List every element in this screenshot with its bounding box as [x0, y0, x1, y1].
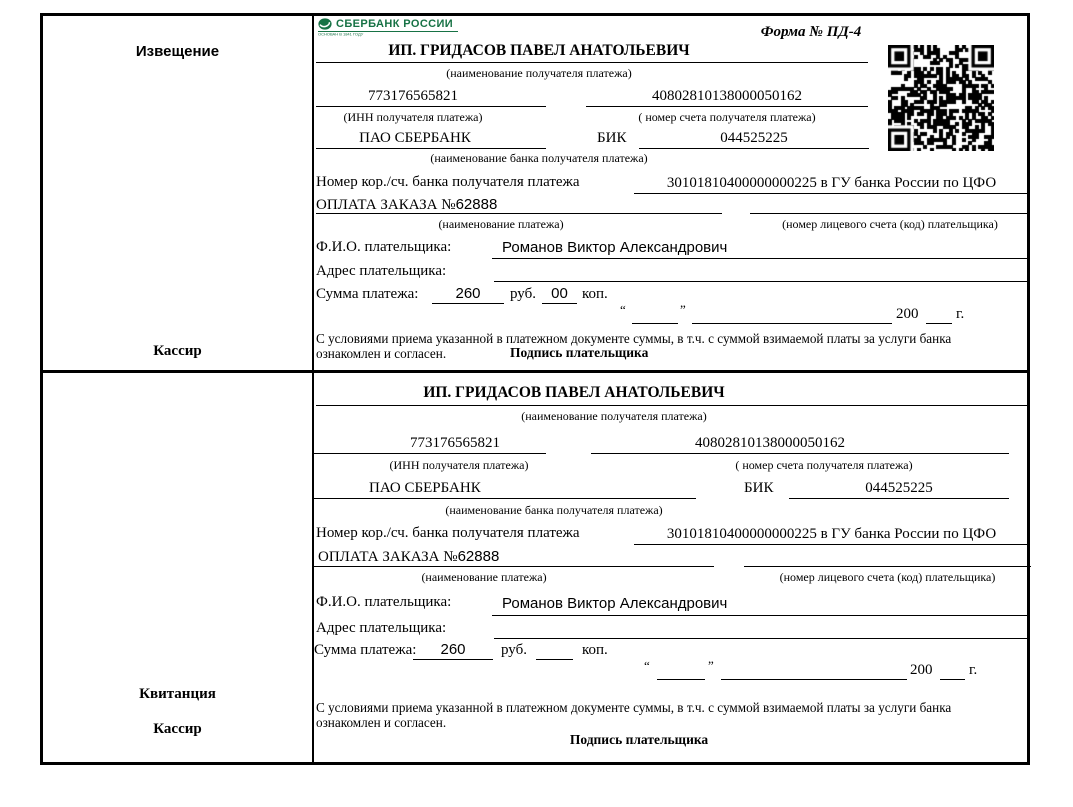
notice-form: [314, 16, 1027, 370]
payer-name-value: Романов Виктор Александрович: [492, 236, 1030, 259]
personal-account-hint: (номер лицевого счета (код) плательщика): [779, 570, 996, 584]
qr-code: [888, 45, 994, 151]
bik-label: БИК: [744, 480, 774, 496]
payee-underline: [316, 405, 1029, 406]
payment-purpose: [314, 547, 714, 567]
order-number: 62888: [455, 196, 498, 213]
date-open-quote: “: [620, 302, 626, 317]
payment-purpose-prefix: ОПЛАТА ЗАКАЗА №: [316, 197, 456, 213]
payment-purpose: [316, 195, 722, 214]
date-close-quote: ”: [680, 302, 686, 317]
rub-label: руб.: [501, 642, 527, 658]
receipt-title: Квитанция: [139, 686, 216, 702]
account-value: 40802810138000050162: [586, 86, 868, 107]
bank-logo-text: СБЕРБАНК РОССИИ: [336, 18, 454, 30]
signature-label: Подпись плательщика: [569, 732, 709, 747]
amount-rub-value: 260: [432, 284, 504, 304]
signature-label: Подпись плательщика: [510, 345, 649, 360]
amount-kop-value: [536, 640, 573, 660]
inn-value: 773176565821: [316, 86, 546, 107]
notice-stub: [43, 16, 314, 370]
form-number-title: Форма № ПД-4: [760, 24, 862, 40]
inn-hint: (ИНН получателя платежа): [389, 458, 529, 472]
receipt-section: [43, 373, 1027, 762]
payer-address-label: Адрес плательщика:: [316, 620, 447, 636]
bank-name-value: ПАО СБЕРБАНК: [314, 477, 696, 499]
bank-name-value: ПАО СБЕРБАНК: [316, 128, 546, 149]
form-table: [40, 13, 1030, 765]
bik-label: БИК: [597, 130, 627, 146]
payee-hint: (наименование получателя платежа): [521, 409, 707, 423]
rub-label: руб.: [510, 286, 536, 302]
account-value: 40802810138000050162: [591, 432, 1009, 454]
payment-hint: (наименование платежа): [438, 217, 564, 231]
personal-account-hint: (номер лицевого счета (код) плательщика): [782, 217, 998, 231]
agreement-line1: С условиями приема указанной в платежном документе суммы, в т.ч. с суммой взимаемой платы за услуги банка: [316, 700, 952, 715]
receipt-form: [314, 373, 1027, 762]
date-year-prefix: 200: [896, 306, 919, 322]
payee-hint: (наименование получателя платежа): [446, 66, 632, 80]
corr-value: 30101810400000000225 в ГУ банка России по ЦФО: [634, 524, 1029, 545]
payment-purpose-prefix: ОПЛАТА ЗАКАЗА №: [318, 549, 458, 565]
sberbank-coin-icon: [318, 18, 332, 30]
amount-label: Сумма платежа:: [314, 642, 417, 658]
payment-hint: (наименование платежа): [421, 570, 547, 584]
agreement-line2: ознакомлен и согласен.: [316, 715, 447, 730]
date-open-quote: “: [644, 658, 650, 673]
payee-underline: [316, 62, 868, 63]
corr-label: Номер кор./сч. банка получателя платежа: [316, 525, 580, 541]
date-year-line: [940, 660, 965, 680]
payer-name-label: Ф.И.О. плательщика:: [316, 594, 452, 610]
date-close-quote: ”: [708, 658, 714, 673]
date-year-suffix: г.: [969, 662, 978, 678]
personal-account-line: [744, 547, 1031, 567]
date-day-line: [657, 660, 705, 680]
kop-label: коп.: [582, 286, 608, 302]
payer-name-value: Романов Виктор Александрович: [492, 591, 1030, 616]
payee-name: ИП. ГРИДАСОВ ПАВЕЛ АНАТОЛЬЕВИЧ: [423, 384, 725, 401]
sberbank-logo: [318, 18, 458, 41]
date-year-suffix: г.: [956, 306, 965, 322]
corr-value: 30101810400000000225 в ГУ банка России по ЦФО: [634, 173, 1029, 194]
notice-section: [43, 16, 1027, 373]
receipt-stub: [43, 373, 314, 762]
account-hint: ( номер счета получателя платежа): [638, 110, 816, 124]
bank-logo-tagline: ОСНОВАН В 1841 ГОДУ: [318, 32, 364, 37]
date-month-line: [692, 304, 892, 324]
inn-hint: (ИНН получателя платежа): [343, 110, 483, 124]
amount-label: Сумма платежа:: [316, 286, 419, 302]
bik-value: 044525225: [639, 128, 869, 149]
payee-name: ИП. ГРИДАСОВ ПАВЕЛ АНАТОЛЬЕВИЧ: [388, 42, 690, 59]
corr-label: Номер кор./сч. банка получателя платежа: [316, 174, 580, 190]
amount-rub-value: 260: [413, 640, 493, 660]
bik-value: 044525225: [789, 477, 1009, 499]
notice-cashier-label: Кассир: [153, 343, 202, 359]
date-year-prefix: 200: [910, 662, 933, 678]
order-number: 62888: [457, 548, 500, 565]
date-day-line: [632, 304, 678, 324]
personal-account-line: [750, 195, 1030, 214]
payer-address-value: [494, 260, 1030, 282]
account-hint: ( номер счета получателя платежа): [735, 458, 913, 472]
bank-hint: (наименование банка получателя платежа): [445, 503, 663, 517]
bank-hint: (наименование банка получателя платежа): [430, 151, 648, 165]
agreement-line2: ознакомлен и согласен.: [316, 346, 447, 361]
payer-address-label: Адрес плательщика:: [316, 263, 447, 279]
agreement-line1: С условиями приема указанной в платежном документе суммы, в т.ч. с суммой взимаемой платы за услуги банка: [316, 331, 952, 346]
date-year-line: [926, 304, 952, 324]
notice-title: Извещение: [135, 43, 220, 60]
amount-kop-value: 00: [542, 284, 577, 304]
kop-label: коп.: [582, 642, 608, 658]
receipt-cashier-label: Кассир: [153, 721, 202, 737]
date-month-line: [721, 660, 907, 680]
inn-value: 773176565821: [314, 432, 546, 454]
payer-address-value: [494, 617, 1030, 639]
payer-name-label: Ф.И.О. плательщика:: [316, 239, 452, 255]
